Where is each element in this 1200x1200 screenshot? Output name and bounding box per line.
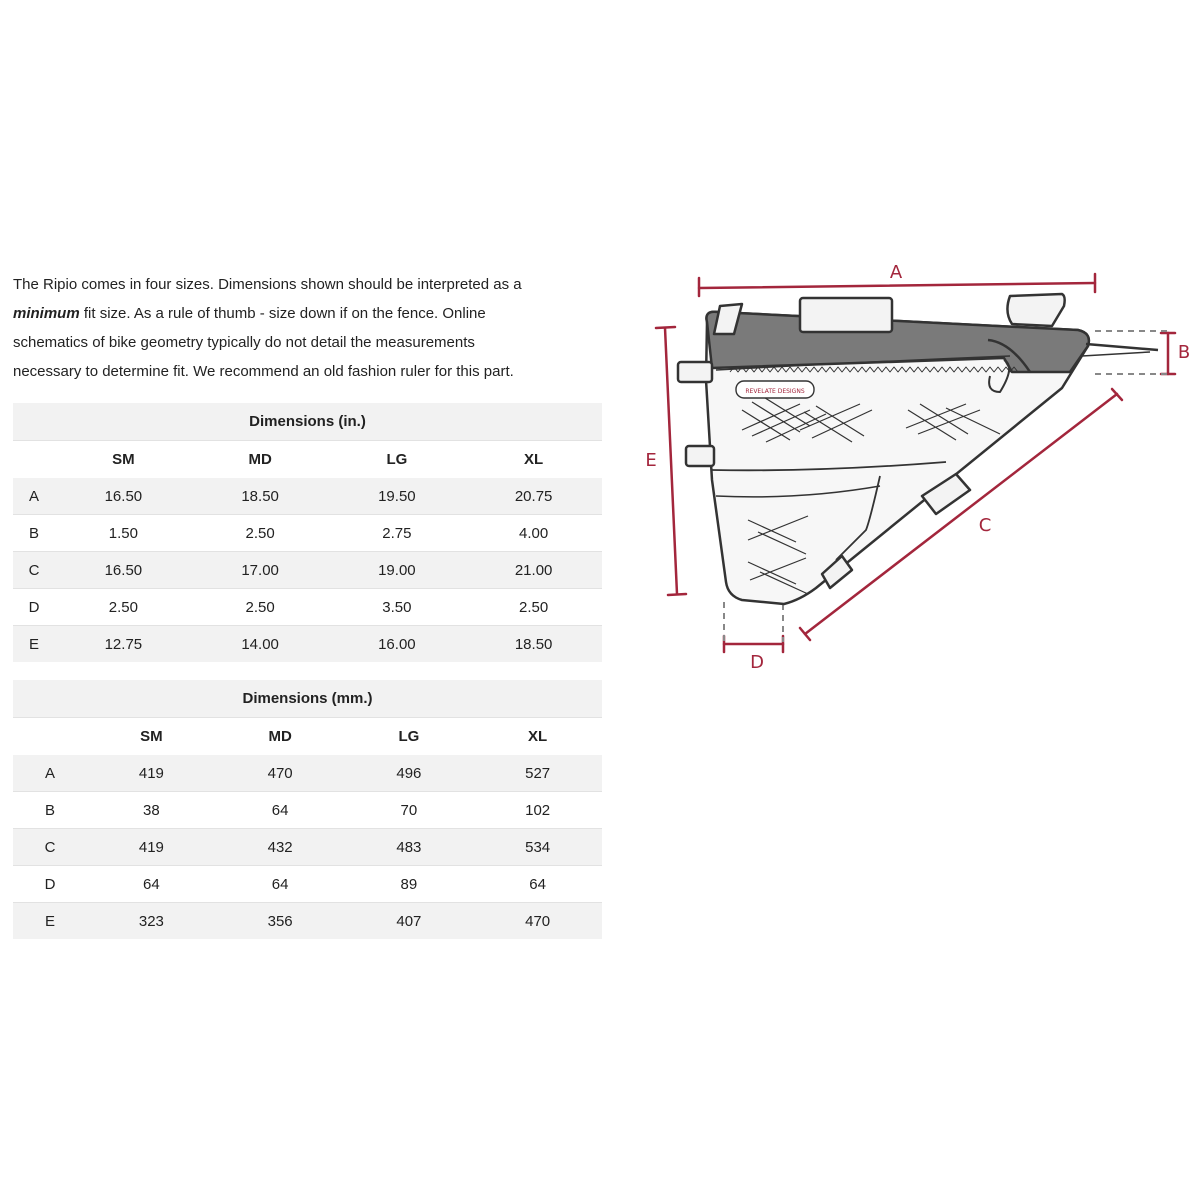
dimension-e-tick	[656, 327, 675, 328]
column-header-lg: LG	[386, 451, 408, 468]
table-cell: 16.50	[55, 552, 192, 589]
table-row	[13, 589, 602, 626]
row-label: C	[13, 552, 55, 589]
row-label: C	[13, 829, 87, 866]
table-header-row	[13, 441, 602, 479]
table-cell: 2.50	[245, 598, 275, 616]
table-cell: 3.50	[382, 598, 412, 616]
row-label: E	[13, 903, 87, 940]
dimension-a-line	[699, 283, 1095, 288]
frame-bag-illustration	[678, 294, 1158, 604]
table-cell: 64	[143, 875, 160, 893]
header-blank	[13, 441, 55, 479]
table-cell: 527	[473, 755, 602, 792]
table-cell: 534	[473, 829, 602, 866]
table-cell: 2.50	[519, 598, 549, 616]
table-cell: 1.50	[108, 524, 138, 542]
row-label: B	[44, 801, 55, 819]
table-row	[13, 792, 602, 829]
dimension-e-tick	[668, 594, 686, 595]
dimensions-inches-table	[13, 403, 602, 662]
label-e: E	[645, 450, 657, 471]
intro-emphasis: minimum	[13, 305, 80, 322]
table-cell: 16.50	[55, 478, 192, 515]
column-header-xl: XL	[524, 451, 544, 468]
column-header-lg: LG	[398, 728, 420, 745]
table-cell: 19.00	[329, 552, 466, 589]
strap-side-lower	[686, 446, 714, 466]
table-cell: 12.75	[55, 626, 192, 663]
dimension-c-tick	[1112, 389, 1122, 400]
row-label: D	[44, 875, 56, 893]
bag-rear-strap	[1086, 344, 1158, 350]
table-row	[13, 626, 602, 663]
column-header-md: MD	[248, 451, 272, 468]
label-c: C	[978, 515, 992, 536]
row-label: E	[13, 626, 55, 663]
table-row	[13, 478, 602, 515]
column-header-xl: XL	[528, 728, 548, 745]
table-row	[13, 552, 602, 589]
table-cell: 19.50	[329, 478, 466, 515]
table-title-row	[13, 680, 602, 718]
table-cell: 16.00	[329, 626, 466, 663]
table-cell: 419	[87, 755, 216, 792]
dimension-e-line	[665, 328, 677, 594]
frame-bag-diagram	[640, 250, 1200, 680]
table-cell: 470	[216, 755, 345, 792]
table-title-row	[13, 403, 602, 441]
label-a: A	[889, 262, 903, 283]
intro-line-4: necessary to determine fit. We recommend an old fashion ruler for this part.	[13, 363, 514, 380]
row-label: A	[13, 478, 55, 515]
table-cell: 64	[529, 875, 546, 893]
intro-line-2-rest: fit size. As a rule of thumb - size down if on the fence. Online	[79, 305, 486, 322]
table-cell: 20.75	[465, 478, 602, 515]
strap-side-front	[678, 362, 712, 382]
table-cell: 323	[87, 903, 216, 940]
table-cell: 2.50	[245, 524, 275, 542]
intro-text	[13, 270, 603, 386]
row-label: A	[13, 755, 87, 792]
table-cell: 356	[216, 903, 345, 940]
table-cell: 483	[345, 829, 474, 866]
table-cell: 432	[216, 829, 345, 866]
table-cell: 14.00	[192, 626, 329, 663]
table-row	[13, 903, 602, 940]
table-cell: 18.50	[465, 626, 602, 663]
intro-line-2	[13, 299, 603, 328]
table-cell: 21.00	[465, 552, 602, 589]
column-header-sm: SM	[112, 451, 135, 468]
table-cell: 89	[400, 875, 418, 893]
table-cell: 18.50	[192, 478, 329, 515]
table-cell: 419	[87, 829, 216, 866]
table-cell: 4.00	[519, 524, 549, 542]
intro-line-3: schematics of bike geometry typically do not detail the measurements	[13, 334, 475, 351]
table-title: Dimensions (in.)	[13, 403, 602, 441]
table-cell: 407	[345, 903, 474, 940]
table-cell: 17.00	[192, 552, 329, 589]
bag-rear-strap-edge	[1082, 352, 1150, 356]
brand-logo-text: REVELATE DESIGNS	[745, 388, 805, 395]
table-row	[13, 515, 602, 552]
table-row	[13, 755, 602, 792]
row-label: B	[28, 524, 39, 542]
table-header-row	[13, 718, 602, 756]
table-cell: 470	[473, 903, 602, 940]
label-d: D	[750, 652, 764, 673]
intro-line-1: The Ripio comes in four sizes. Dimensions shown should be interpreted as a	[13, 276, 522, 293]
table-cell: 496	[345, 755, 474, 792]
table-cell: 64	[271, 801, 289, 819]
row-label: D	[28, 598, 40, 616]
column-header-md: MD	[268, 728, 292, 745]
header-blank	[13, 718, 87, 756]
label-b: B	[1177, 342, 1191, 363]
table-row	[13, 866, 602, 903]
table-cell: 70	[400, 801, 418, 819]
table-title: Dimensions (mm.)	[13, 680, 602, 718]
table-cell: 64	[271, 875, 289, 893]
table-row	[13, 829, 602, 866]
dimensions-mm-table	[13, 680, 602, 939]
table-cell: 2.75	[382, 524, 412, 542]
column-header-sm: SM	[140, 728, 163, 745]
table-cell: 102	[525, 801, 551, 819]
table-cell: 38	[143, 801, 160, 819]
strap-top-rear	[1007, 294, 1064, 326]
table-cell: 2.50	[108, 598, 138, 616]
strap-top-center	[800, 298, 892, 332]
